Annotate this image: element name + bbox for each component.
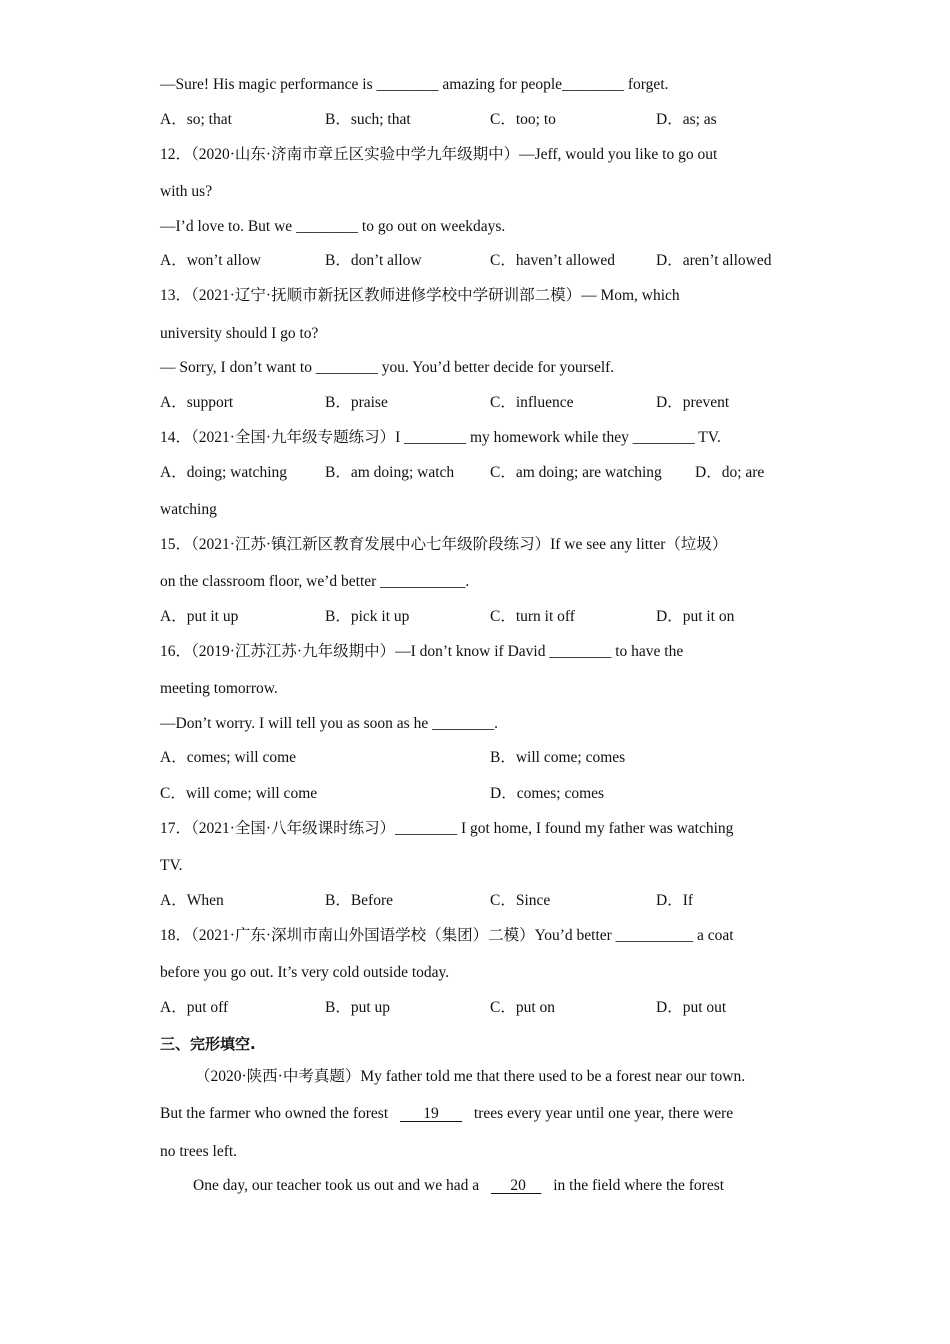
- q13-stem-line2: university should I go to?: [160, 325, 319, 342]
- q12-stem-line2: with us?: [160, 183, 213, 200]
- q17-option-b: B．Before: [325, 892, 394, 909]
- q17-stem-line1: 17．（2021·全国·八年级课时练习）________ I got home, I found my father was watching: [160, 820, 734, 837]
- q15-option-d: D．put it on: [656, 608, 735, 625]
- q12-stem-line1: 12．（2020·山东·济南市章丘区实验中学九年级期中）—Jeff, would you like to go out: [160, 146, 718, 163]
- q17-option-a: A．When: [160, 892, 224, 909]
- q12-option-a: A．won’t allow: [160, 252, 261, 269]
- q13-option-d: D．prevent: [656, 394, 730, 411]
- cloze-blank-20-number: 20: [510, 1177, 526, 1194]
- q12-option-b: B．don’t allow: [325, 252, 422, 269]
- passage-line2-end: trees every year until one year, there were: [473, 1105, 734, 1122]
- q14-option-a: A．doing; watching: [160, 464, 287, 481]
- q11-option-a: A．so; that: [160, 111, 232, 128]
- passage-line4-start: One day, our teacher took us out and we had a: [193, 1177, 480, 1194]
- q16-stem-line1: 16．（2019·江苏江苏·九年级期中）—I don’t know if David ________ to have the: [160, 643, 684, 660]
- q14-option-c: C．am doing; are watching: [490, 464, 662, 481]
- q12-option-c: C．haven’t allowed: [490, 252, 615, 269]
- q13-option-b: B．praise: [325, 394, 388, 411]
- q14-option-d-wrap: watching: [160, 501, 217, 518]
- q15-option-a: A．put it up: [160, 608, 239, 625]
- passage-line1: （2020·陕西·中考真题）My father told me that there used to be a forest near our town.: [195, 1068, 746, 1085]
- q15-option-c: C．turn it off: [490, 608, 575, 625]
- section-heading-cloze: 三、完形填空.: [160, 1035, 256, 1053]
- q18-stem-line1: 18．（2021·广东·深圳市南山外国语学校（集团）二模）You’d better __________ a coat: [160, 927, 734, 944]
- passage-line2: [160, 1104, 733, 1124]
- q18-stem-line2: before you go out. It’s very cold outside today.: [160, 964, 450, 981]
- q16-option-c: C．will come; will come: [160, 785, 318, 802]
- q12-stem-line3: —I’d love to. But we ________ to go out on weekdays.: [160, 218, 506, 235]
- q15-option-b: B．pick it up: [325, 608, 410, 625]
- q13-option-a: A．support: [160, 394, 234, 411]
- q11-option-d: D．as; as: [656, 111, 717, 128]
- q18-option-b: B．put up: [325, 999, 391, 1016]
- cloze-blank-19-number: 19: [423, 1105, 439, 1122]
- q14-option-b: B．am doing; watch: [325, 464, 455, 481]
- q12-option-d: D．aren’t allowed: [656, 252, 772, 269]
- q13-stem-line3: — Sorry, I don’t want to ________ you. You’d better decide for yourself.: [160, 359, 615, 376]
- q18-option-d: D．put out: [656, 999, 727, 1016]
- q17-option-c: C．Since: [490, 892, 551, 909]
- q11-stem: —Sure! His magic performance is ________ amazing for people________ forget.: [160, 76, 669, 93]
- q11-option-c: C．too; to: [490, 111, 556, 128]
- q17-stem-line2: TV.: [160, 857, 183, 874]
- passage-line3: no trees left.: [160, 1143, 238, 1160]
- cloze-blank-19[interactable]: [400, 1105, 462, 1122]
- cloze-blank-20[interactable]: [491, 1177, 541, 1194]
- q18-option-c: C．put on: [490, 999, 556, 1016]
- q16-stem-line2: meeting tomorrow.: [160, 680, 278, 697]
- q15-stem-line1: 15．（2021·江苏·镇江新区教育发展中心七年级阶段练习）If we see any litter（垃圾）: [160, 536, 728, 553]
- q18-option-a: A．put off: [160, 999, 229, 1016]
- q13-option-c: C．influence: [490, 394, 574, 411]
- q15-stem-line2: on the classroom floor, we’d better ___________.: [160, 573, 470, 590]
- q17-option-d: D．If: [656, 892, 694, 909]
- passage-line4-end: in the field where the forest: [553, 1177, 725, 1194]
- q16-stem-line3: —Don’t worry. I will tell you as soon as he ________.: [160, 715, 498, 732]
- q16-option-d: D．comes; comes: [490, 785, 605, 802]
- q14-stem: 14．（2021·全国·九年级专题练习）I ________ my homework while they ________ TV.: [160, 429, 721, 446]
- passage-line4: [193, 1176, 724, 1196]
- q16-option-a: A．comes; will come: [160, 749, 297, 766]
- q11-option-b: B．such; that: [325, 111, 411, 128]
- passage-line2-start: But the farmer who owned the forest: [160, 1105, 389, 1122]
- q14-option-d: D．do; are: [695, 464, 765, 481]
- q16-option-b: B．will come; comes: [490, 749, 626, 766]
- q13-stem-line1: 13．（2021·辽宁·抚顺市新抚区教师进修学校中学研训部二模）— Mom, which: [160, 287, 680, 304]
